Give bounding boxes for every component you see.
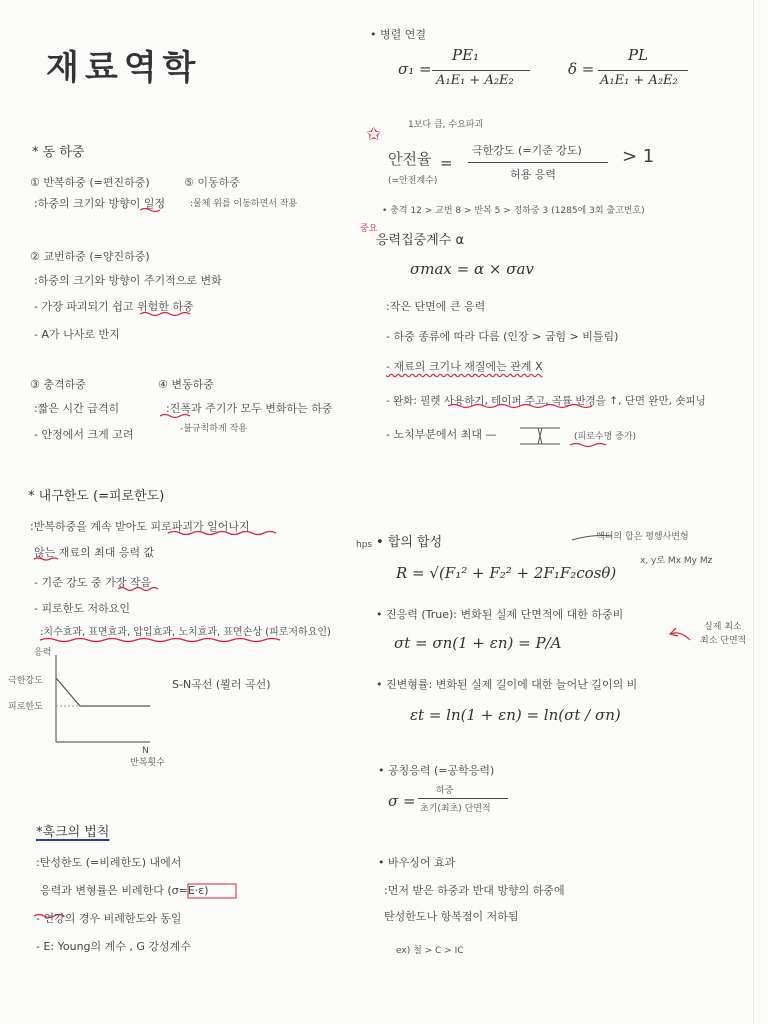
sn-ylabel: 응력 bbox=[34, 648, 52, 658]
load2-title: ② 교번하중 (=양진하중) bbox=[30, 250, 150, 263]
load2-desc1: :하중의 크기와 방향이 주기적으로 변화 bbox=[34, 274, 222, 287]
hooke-desc1: :탄성한도 (=비례한도) 내에서 bbox=[36, 856, 182, 869]
safety-list: • 충격 12 > 교번 8 > 반복 5 > 정하중 3 (1285에 3회 출고번호) bbox=[382, 206, 645, 216]
star-mark-icon: ✩ bbox=[366, 124, 382, 145]
load3-desc2: - 안정에서 크게 고려 bbox=[34, 428, 134, 441]
load1-title: ① 반복하중 (=편진하중) bbox=[30, 176, 150, 189]
load4-title: ④ 변동하중 bbox=[158, 378, 214, 391]
load3-title: ③ 충격하중 bbox=[30, 378, 86, 391]
safety-lhs: 안전율 bbox=[388, 150, 432, 168]
safety-denominator: 허용 응력 bbox=[510, 168, 557, 181]
loads-header: * 동 하중 bbox=[32, 145, 85, 160]
sn-tick2: 피로한도 bbox=[8, 702, 43, 712]
delta-denominator: A₁E₁ + A₂E₂ bbox=[600, 73, 678, 88]
hooke-desc4: - E: Young의 계수 , G 강성계수 bbox=[36, 940, 191, 953]
safety-equals: = bbox=[440, 154, 453, 172]
parallel-header: • 병렬 연결 bbox=[370, 28, 426, 41]
hps-mark: hps bbox=[356, 540, 373, 550]
stress-concentration-formula: σmax = α × σav bbox=[410, 260, 534, 278]
nominal-denominator: 초기(최초) 단면적 bbox=[420, 804, 491, 814]
sc-desc2: - 하중 종류에 따라 다름 (인장 > 굽힘 > 비틀림) bbox=[386, 330, 619, 343]
sc-desc1: :작은 단면에 큰 응력 bbox=[386, 300, 486, 313]
true-stress-title: • 진응력 (True): 변화된 실제 단면적에 대한 하중비 bbox=[376, 608, 624, 621]
safety-rhs: > 1 bbox=[622, 146, 655, 167]
safety-numerator: 극한강도 (=기준 강도) bbox=[472, 144, 582, 157]
resultant-formula: R = √(F₁² + F₂² + 2F₁F₂cosθ) bbox=[396, 564, 617, 582]
load2-desc3: - A가 나사로 반지 bbox=[34, 328, 120, 341]
page-title: 재료역학 bbox=[46, 48, 202, 88]
load2-desc2: - 가장 파괴되기 쉽고 위험한 하중 bbox=[34, 300, 194, 313]
hooke-desc3: - 연강의 경우 비례한도와 동일 bbox=[36, 912, 182, 925]
nominal-lhs: σ = bbox=[388, 792, 416, 810]
true-strain-title: • 진변형률: 변화된 실제 길이에 대한 늘어난 길이의 비 bbox=[376, 678, 638, 691]
load3-desc1: :짧은 시간 급격히 bbox=[34, 402, 120, 415]
fatigue-desc4: - 피로한도 저하요인 bbox=[34, 602, 130, 615]
fatigue-desc5: :치수효과, 표면효과, 압입효과, 노치효과, 표면손상 (피로저하요인) bbox=[40, 627, 331, 638]
sn-tick1: 극한강도 bbox=[8, 676, 43, 686]
sigma-denominator: A₁E₁ + A₂E₂ bbox=[436, 73, 514, 88]
delta-lhs: δ = bbox=[568, 60, 595, 78]
bauschinger-desc1: :먼저 받은 하중과 반대 방향의 하중에 bbox=[384, 884, 565, 897]
bauschinger-example: ex) 철 > C > IC bbox=[396, 946, 464, 956]
hooke-desc2: 응력과 변형률은 비례한다 (σ=E·ε) bbox=[40, 884, 209, 897]
bauschinger-title: • 바우싱어 효과 bbox=[378, 856, 456, 869]
resultant-note: 벡터의 합은 평행사변형 bbox=[596, 532, 689, 542]
delta-numerator: PL bbox=[628, 46, 649, 64]
sn-curve-label: S-N곡선 (뵐러 곡선) bbox=[172, 678, 271, 691]
sigma-lhs: σ₁ = bbox=[398, 60, 432, 78]
load4-desc2: -불규칙하게 작용 bbox=[180, 424, 247, 434]
load5-title: ⑤ 이동하중 bbox=[184, 176, 240, 189]
safety-note: 1보다 큼, 수요파괴 bbox=[408, 120, 484, 130]
fatigue-desc3: - 기준 강도 중 가장 작음 bbox=[34, 576, 152, 589]
nominal-numerator: 하중 bbox=[436, 786, 454, 796]
hooke-header: *훅크의 법칙 bbox=[36, 825, 110, 840]
fatigue-desc2: 않는 재료의 최대 응력 값 bbox=[34, 546, 155, 559]
resultant-header: • 합의 합성 bbox=[376, 535, 443, 550]
sc-desc5: - 노치부분에서 최대 — bbox=[386, 428, 497, 441]
sc-desc4: - 완화: 필렛 사용하기, 테이퍼 주고, 곡률 반경을 ↑, 단면 완만, 숏피닝 bbox=[386, 395, 706, 407]
sigma-numerator: PE₁ bbox=[452, 46, 480, 64]
load4-desc1: :진폭과 주기가 모두 변화하는 하중 bbox=[166, 402, 333, 415]
resultant-note2: x, y로 Mx My Mz bbox=[640, 556, 713, 566]
sc-desc3: - 재료의 크기나 재질에는 관계 X bbox=[386, 360, 543, 373]
fatigue-desc1: :반복하중을 계속 받아도 피로파괴가 일어나지 bbox=[30, 520, 250, 533]
true-stress-arrow bbox=[670, 633, 690, 640]
nominal-fraction-bar bbox=[418, 798, 508, 799]
important-mark: 중요 bbox=[360, 224, 378, 234]
true-stress-side: 실제 최소 bbox=[704, 622, 742, 632]
load5-desc: :물체 위를 이동하면서 작용 bbox=[190, 199, 298, 209]
nominal-title: • 공칭응력 (=공학응력) bbox=[378, 764, 495, 777]
load1-desc: :하중의 크기와 방향이 일정 bbox=[34, 197, 166, 210]
stress-concentration-header: 응력집중계수 α bbox=[376, 233, 465, 248]
true-stress-side2: 최소 단면적 bbox=[700, 636, 747, 646]
fatigue-header: * 내구한도 (=피로한도) bbox=[28, 489, 165, 504]
bauschinger-desc2: 탄성한도나 항복점이 저하됨 bbox=[384, 910, 519, 923]
sn-xlabel: N bbox=[142, 746, 149, 756]
sc-desc6: (피로수명 증가) bbox=[574, 432, 637, 442]
safety-lhs-sub: (=안전계수) bbox=[388, 176, 438, 186]
sc-underline2 bbox=[448, 405, 592, 408]
true-stress-formula: σt = σn(1 + εn) = P/A bbox=[394, 634, 562, 652]
true-strain-formula: εt = ln(1 + εn) = ln(σt / σn) bbox=[410, 706, 621, 724]
sn-xlabel2: 반복횟수 bbox=[130, 758, 165, 768]
